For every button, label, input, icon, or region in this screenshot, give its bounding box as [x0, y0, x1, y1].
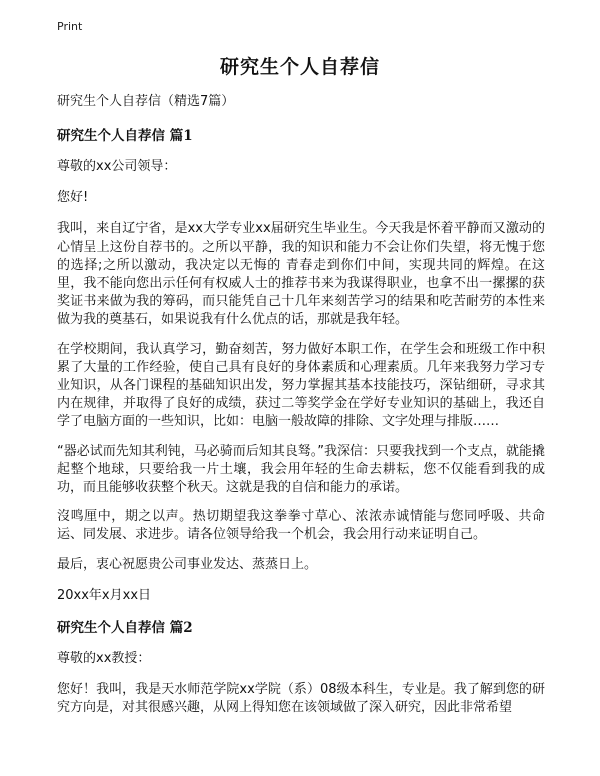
- section-1-date: 20xx年x月xx日: [57, 587, 152, 603]
- section-1-paragraph-2: 在学校期间，我认真学习，勤奋刻苦，努力做好本职工作，在学生会和班级工作中积累了大量的工作经验，使自己具有良好的身体素质和心理素质。几年来我努力学习专业知识，从各门课程的基础知识出发，努力掌握其基本技能技巧，深钻细研，寻求其内在规律，并取得了良好的成绩，获过二等奖学金在学好专业知识的基础上，我还自学了电脑方面的一些知识，比如：电脑一般故障的排除、文字处理与排版……: [57, 341, 545, 430]
- section-1-greeting: 尊敬的xx公司领导：: [57, 159, 177, 174]
- section-2-greeting: 尊敬的xx教授：: [57, 651, 151, 667]
- section-1-heading: 研究生个人自荐信 篇1: [57, 128, 193, 144]
- section-1-paragraph-4: 沒鸣厘中，期之以声。热切期望我这拳拳寸草心、浓浓赤诚情能与您同呼吸、共命运、同发展、求进步。请各位领导给我一个机会，我会用行动来证明自己。: [57, 509, 545, 543]
- section-2-paragraph-1: 您好！我叫，我是天水师范学院xx学院（系）08级本科生，专业是。我了解到您的研究方向是，对其很感兴趣，从网上得知您在该领域做了深入研究，因此非常希望: [57, 682, 545, 716]
- section-1-paragraph-3: “器必试而先知其利钝，马必骑而后知其良驽。”我深信：只要我找到一个支点，就能撬起整个地球，只要给我一片土壤，我会用年轻的生命去耕耘，您不仅能看到我的成功，而且能够收获整个秋天。这就是我的自信和能力的承诺。: [57, 443, 545, 496]
- section-2-heading: 研究生个人自荐信 篇2: [57, 620, 193, 637]
- document-body: [57, 92, 545, 729]
- section-1-paragraph-1: 我叫，来自辽宁省，是xx大学专业xx届研究生毕业生。今天我是怀着平静而又激动的心情呈上这份自荐书的。之所以平静，我的知识和能力不会让你们失望，将无愧于您的选择;之所以激动，我决定以无悔的 青春走到你们中间，实现共同的辉煌。在这里，我不能向您出示任何有权威人士的推荐书来为我谋得职业，也拿不出一摞摞的获奖证书来做为我的筹码，而只能凭自己十几年来刻苦学习的结果和吃苦耐劳的本性来做为我的奠基石，如果说我有什么优点的话，那就是我年轻。: [57, 221, 545, 328]
- section-1-hello: 您好!: [57, 190, 89, 206]
- page-title: 研究生个人自荐信: [219, 56, 380, 78]
- document-subtitle: 研究生个人自荐信（精选7篇）: [57, 94, 235, 109]
- print-link[interactable]: Print: [57, 20, 83, 33]
- section-1-paragraph-5: 最后，衷心祝愿贵公司事业发达、蒸蒸日上。: [57, 556, 318, 572]
